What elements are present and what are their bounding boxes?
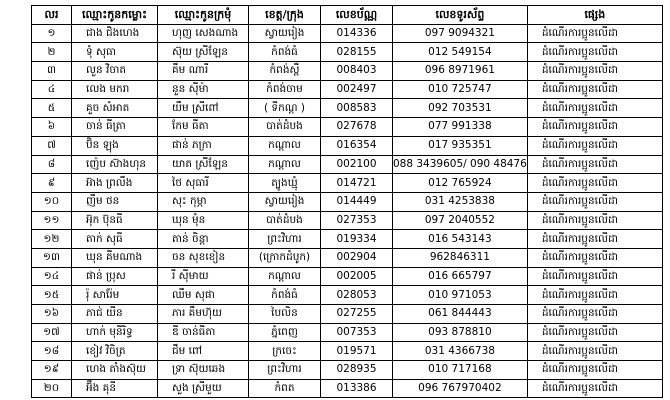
row-number: ៤ (32, 80, 72, 99)
phone-cell: 092 703531 (393, 99, 528, 118)
row-number: ២ (32, 43, 72, 62)
row-number: ១៨ (32, 342, 72, 361)
card-number-cell: 008583 (321, 99, 393, 118)
province-cell: កំពង់ស្ពឺ (249, 62, 321, 81)
row-number: ១៩ (32, 361, 72, 380)
table-row (32, 155, 663, 174)
groom-name-cell: ហាក់ មុនីរិទ្ធ (72, 323, 158, 342)
phone-cell: 010 725747 (393, 80, 528, 99)
groom-name-cell: ផាន់ ប្រុស (72, 267, 158, 286)
note-cell: ដំណើរការប្អូនលើដា (527, 99, 662, 118)
table-row (32, 174, 663, 193)
groom-name-cell: លេង មករា (72, 80, 158, 99)
province-cell: កំពង់ចាម (249, 80, 321, 99)
header-groom-name: ឈ្មោះកូនកម្លោះ (72, 6, 158, 25)
phone-cell: 096 8971961 (393, 62, 528, 81)
phone-cell: 061 844443 (393, 305, 528, 324)
card-number-cell: 027678 (321, 118, 393, 137)
card-number-cell: 002497 (321, 80, 393, 99)
card-number-cell: 008403 (321, 62, 393, 81)
note-cell: ដំណើរការប្អូនលើដា (527, 361, 662, 380)
table-row (32, 305, 663, 324)
card-number-cell: 028935 (321, 361, 393, 380)
note-cell: ដំណើរការប្អូនលើដា (527, 155, 662, 174)
province-cell: កណ្ដាល (249, 155, 321, 174)
table-body (32, 24, 663, 398)
row-number: ៥ (32, 99, 72, 118)
row-number: ១២ (32, 230, 72, 249)
groom-name-cell: តាក់ សុធី (72, 230, 158, 249)
card-number-cell: 014336 (321, 24, 393, 43)
phone-cell: 097 9094321 (393, 24, 528, 43)
table-row (32, 323, 663, 342)
note-cell: ដំណើរការប្អូនលើដា (527, 174, 662, 193)
phone-cell: 017 935351 (393, 136, 528, 155)
groom-name-cell: ញ៉េប ស៊ាងហុន (72, 155, 158, 174)
phone-cell: 016 543143 (393, 230, 528, 249)
row-number: ១ (32, 24, 72, 43)
header-card-number: លេខប័ណ្ណ (321, 6, 393, 25)
phone-cell: 077 991338 (393, 118, 528, 137)
province-cell: កណ្ដាល (249, 136, 321, 155)
groom-name-cell: អ៊ាង ព្រលឹង (72, 174, 158, 193)
phone-cell: 010 717168 (393, 361, 528, 380)
bride-name-cell: ឌី ចាន់ធីតា (158, 323, 249, 342)
table-row (32, 267, 663, 286)
note-cell: ដំណើរការប្អូនលើដា (527, 118, 662, 137)
province-cell: ភ្នំពេញ (249, 323, 321, 342)
table-row (32, 24, 663, 43)
table-row (32, 43, 663, 62)
table-row (32, 342, 663, 361)
note-cell: ដំណើរការប្អូនលើដា (527, 248, 662, 267)
phone-cell: 012 765924 (393, 174, 528, 193)
bride-name-cell: យាត ស្រីឡែន (158, 155, 249, 174)
card-number-cell: 019571 (321, 342, 393, 361)
phone-cell: 093 878810 (393, 323, 528, 342)
bride-name-cell: ភារ គឹមហ៊ុយ (158, 305, 249, 324)
header-phone: លេខទូរស័ព្ទ (393, 6, 528, 25)
province-cell: កំពង់ធំ (249, 43, 321, 62)
note-cell: ដំណើរការប្អូនលើដា (527, 192, 662, 211)
header-province: ខេត្ត/ក្រុង (249, 6, 321, 25)
province-cell: បាត់ដំបង (249, 118, 321, 137)
bride-name-cell: ហុញ សេងណាង (158, 24, 249, 43)
card-number-cell: 019334 (321, 230, 393, 249)
bride-name-cell: ផាន់ ភក្រា (158, 136, 249, 155)
groom-name-cell: ចាន់ ធីត្រា (72, 118, 158, 137)
card-number-cell: 028053 (321, 286, 393, 305)
groom-name-cell: ខៀវ វិចិត្រ (72, 342, 158, 361)
phone-cell: 012 549154 (393, 43, 528, 62)
card-number-cell: 016354 (321, 136, 393, 155)
phone-cell: 962846311 (393, 248, 528, 267)
province-cell: បាត់ដំបង (249, 211, 321, 230)
note-cell: ដំណើរការប្អូនលើដា (527, 211, 662, 230)
note-cell: ដំណើរការប្អូនលើដា (527, 24, 662, 43)
phone-cell: 010 971053 (393, 286, 528, 305)
note-cell: ដំណើរការប្អូនលើដា (527, 305, 662, 324)
groom-name-cell: គួច សំអាត (72, 99, 158, 118)
table-row (32, 211, 663, 230)
card-number-cell: 014449 (321, 192, 393, 211)
province-cell: ( ទីកណ្ដ ) (249, 99, 321, 118)
table-row (32, 248, 663, 267)
phone-cell: 097 2040552 (393, 211, 528, 230)
groom-name-cell: ប៊ិន ឡុង (72, 136, 158, 155)
bride-name-cell: នួន ស៊ីម៉ា (158, 80, 249, 99)
row-number: ៧ (32, 136, 72, 155)
row-number: ១៧ (32, 323, 72, 342)
row-number: ១៤ (32, 267, 72, 286)
province-cell: ព្រះវិហារ (249, 361, 321, 380)
bride-name-cell: ស៊ុយ ស្រីឡែន (158, 43, 249, 62)
phone-cell: 016 665797 (393, 267, 528, 286)
groom-name-cell: ទុំ សុធា (72, 43, 158, 62)
card-number-cell: 007353 (321, 323, 393, 342)
card-number-cell: 002100 (321, 155, 393, 174)
table-row (32, 118, 663, 137)
table-row (32, 62, 663, 81)
groom-name-cell: អ៊ឹង គុនី (72, 379, 158, 398)
bride-name-cell: សួង ស្រីមួយ (158, 379, 249, 398)
table-row (32, 192, 663, 211)
header-no: លរ (32, 6, 72, 25)
bride-name-cell: ទ្រា ស៊ុយឆេង (158, 361, 249, 380)
note-cell: ដំណើរការប្អូនលើដា (527, 62, 662, 81)
province-cell: ស្វាយរៀង (249, 24, 321, 43)
province-cell: កណ្ដាល (249, 267, 321, 286)
row-number: ៣ (32, 62, 72, 81)
table-row (32, 379, 663, 398)
card-number-cell: 013386 (321, 379, 393, 398)
note-cell: ដំណើរការប្អូនលើដា (527, 267, 662, 286)
row-number: ១៥ (32, 286, 72, 305)
registry-table-wrapper (31, 5, 663, 398)
row-number: ១១ (32, 211, 72, 230)
groom-name-cell: ហេង តាំងស៊ុយ (72, 361, 158, 380)
table-row (32, 286, 663, 305)
note-cell: ដំណើរការប្អូនលើដា (527, 342, 662, 361)
province-cell: កំពង់ធំ (249, 286, 321, 305)
groom-name-cell: ញឹម ថន (72, 192, 158, 211)
province-cell: ស្វាយរៀង (249, 192, 321, 211)
bride-name-cell: កែម ធីតា (158, 118, 249, 137)
phone-cell: 088 3439605/ 090 48476 (393, 155, 528, 174)
bride-name-cell: តាន់ ចិន្តា (158, 230, 249, 249)
bride-name-cell: ឃុន មុំន (158, 211, 249, 230)
note-cell: ដំណើរការប្អូនលើដា (527, 136, 662, 155)
phone-cell: 031 4253838 (393, 192, 528, 211)
note-cell: ដំណើរការប្អូនលើដា (527, 230, 662, 249)
groom-name-cell: ភាជ់ យីន (72, 305, 158, 324)
registry-table (31, 5, 663, 398)
bride-name-cell: ជឹម ពៅ (158, 342, 249, 361)
bride-name-cell: ចន សុខខៀន (158, 248, 249, 267)
header-note: ផ្សេង (527, 6, 662, 25)
card-number-cell: 027353 (321, 211, 393, 230)
province-cell: បៃលិន (249, 305, 321, 324)
row-number: ១៣ (32, 248, 72, 267)
note-cell: ដំណើរការប្អូនលើដា (527, 323, 662, 342)
groom-name-cell: ជាង ជិងហេង (72, 24, 158, 43)
phone-cell: 031 4366738 (393, 342, 528, 361)
bride-name-cell: ឈឹម សុផា (158, 286, 249, 305)
province-cell: ត្បូងឃ្មុំ (249, 174, 321, 193)
groom-name-cell: រ៉ុ សារ៉ែម (72, 286, 158, 305)
table-row (32, 230, 663, 249)
bride-name-cell: សុះ កុម្ភា (158, 192, 249, 211)
card-number-cell: 002904 (321, 248, 393, 267)
row-number: ៩ (32, 174, 72, 193)
province-cell: ក្រចេះ (249, 342, 321, 361)
row-number: ២០ (32, 379, 72, 398)
province-cell: ព្រះវិហារ (249, 230, 321, 249)
row-number: ៨ (32, 155, 72, 174)
table-row (32, 99, 663, 118)
header-bride-name: ឈ្មោះកូនក្រមុំ (158, 6, 249, 25)
header-row (32, 6, 663, 25)
card-number-cell: 014721 (321, 174, 393, 193)
bride-name-cell: រី ស៊ីមាយ (158, 267, 249, 286)
card-number-cell: 028155 (321, 43, 393, 62)
row-number: ១០ (32, 192, 72, 211)
bride-name-cell: យឹម ស្រីពៅ (158, 99, 249, 118)
note-cell: ដំណើរការប្អូនលើដា (527, 379, 662, 398)
table-row (32, 361, 663, 380)
note-cell: ដំណើរការប្អូនលើដា (527, 80, 662, 99)
province-cell: កំពត (249, 379, 321, 398)
groom-name-cell: លួន វិចាត (72, 62, 158, 81)
row-number: ១៦ (32, 305, 72, 324)
card-number-cell: 002005 (321, 267, 393, 286)
groom-name-cell: ឃុន គីមណាង (72, 248, 158, 267)
table-row (32, 80, 663, 99)
phone-cell: 096 767970402 (393, 379, 528, 398)
province-cell: (ក្រោកដំបូក) (249, 248, 321, 267)
bride-name-cell: គឹម ណារី (158, 62, 249, 81)
note-cell: ដំណើរការប្អូនលើដា (527, 286, 662, 305)
row-number: ៦ (32, 118, 72, 137)
note-cell: ដំណើរការប្អូនលើដា (527, 43, 662, 62)
table-row (32, 136, 663, 155)
groom-name-cell: អ៊ុក ប៊ុនធី (72, 211, 158, 230)
card-number-cell: 027255 (321, 305, 393, 324)
bride-name-cell: ថៃ សុធារី (158, 174, 249, 193)
